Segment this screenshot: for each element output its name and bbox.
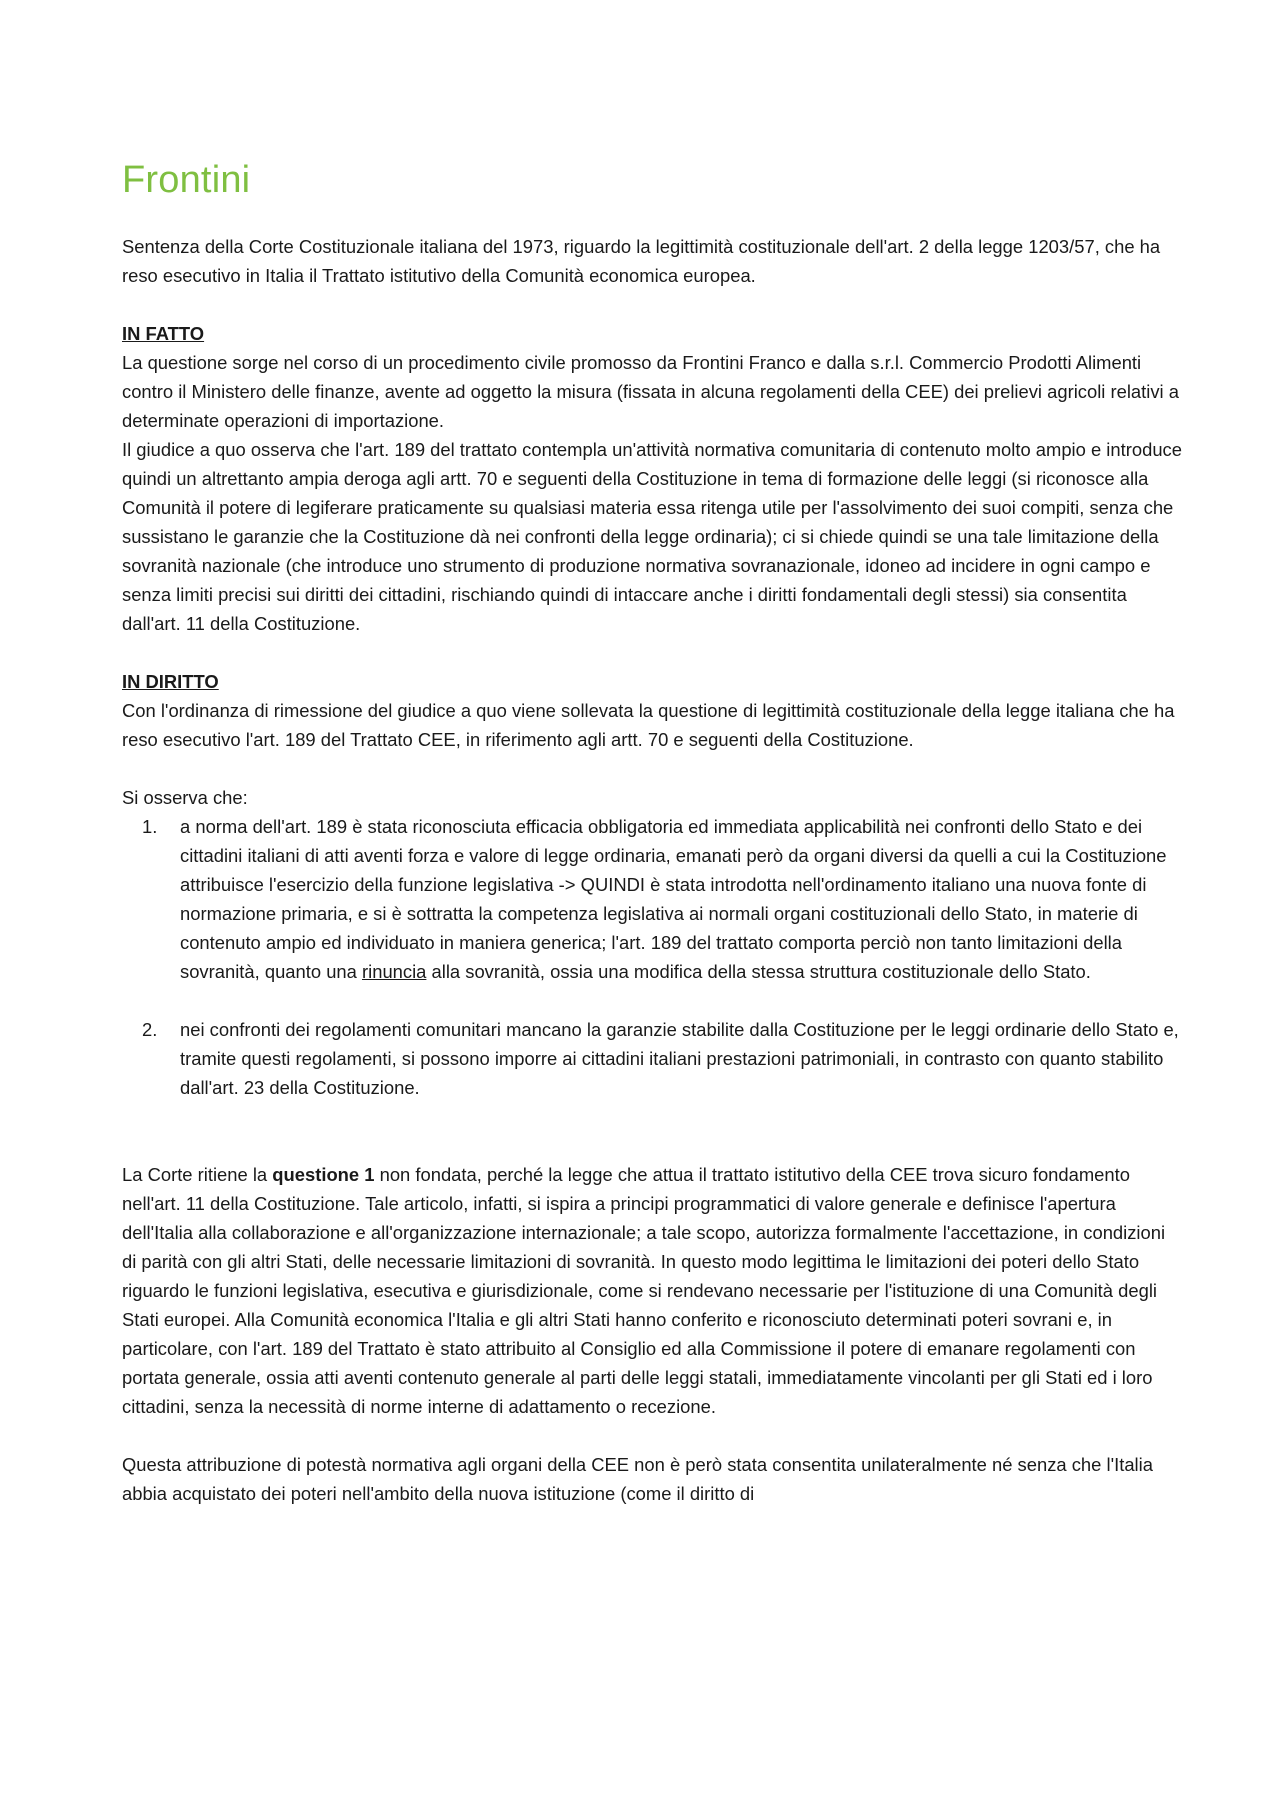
diritto-paragraph-1: Con l'ordinanza di rimessione del giudice a quo viene sollevata la questione di legittimità costituzionale della legge italiana che ha reso esecutivo l'art. 189 del Trattato CEE, in riferimento agli artt. 70 e seguenti della Costituzione. bbox=[122, 700, 1175, 750]
list-item-number: 2. bbox=[142, 1019, 158, 1040]
last-paragraph: Questa attribuzione di potestà normativa agli organi della CEE non è però stata consentita unilateralmente né senza che l'Italia abbia acquistato dei poteri nell'ambito della nuova istituzione (come il diritto di bbox=[122, 1454, 1153, 1504]
section-heading-diritto: IN DIRITTO bbox=[122, 671, 219, 692]
list-item-text: a norma dell'art. 189 è stata riconosciuta efficacia obbligatoria ed immediata applicabilità nei confronti dello Stato e dei cittadini italiani di atti aventi forza e valore di legge ordinaria, emanati però da organi diversi da quelli a cui la Costituzione attribuisce l'esercizio della funzione legislativa -> QUINDI è stata introdotta nell'ordinamento italiano una nuova fonte di normazione primaria, e si è sottratta la competenza legislativa ai normali organi costituzionali dello Stato, in materie di contenuto ampio ed individuato in maniera generica; l'art. 189 del trattato comporta perciò non tanto limitazioni della sovranità, quanto una bbox=[180, 816, 1167, 982]
underlined-word: rinuncia bbox=[362, 961, 427, 982]
section-heading-fatto: IN FATTO bbox=[122, 323, 205, 344]
page-title: Frontini bbox=[122, 159, 251, 201]
intro-paragraph: Sentenza della Corte Costituzionale italiana del 1973, riguardo la legittimità costituzionale dell'art. 2 della legge 1203/57, che ha reso esecutivo in Italia il Trattato istitutivo della Comunità economica europea. bbox=[122, 236, 1161, 286]
fatto-paragraph-2: Il giudice a quo osserva che l'art. 189 del trattato contempla un'attività normativa comunitaria di contenuto molto ampio e introduce quindi un altrettanto ampia deroga agli artt. 70 e seguenti della Costituzione in tema di formazione delle leggi (si riconosce alla Comunità il potere di legiferare praticamente su qualsiasi materia essa ritenga utile per l'assolvimento dei suoi compiti, senza che sussistano le garanzie che la Costituzione dà nei confronti della legge ordinaria); ci si chiede quindi se una tale limitazione della sovranità nazionale (che introduce uno strumento di produzione normativa sovranazionale, idoneo ad incidere in ogni campo e senza limiti precisi sui diritti dei cittadini, rischiando quindi di intaccare anche i diritti fondamentali degli stessi) sia consentita dall'art. 11 della Costituzione. bbox=[122, 439, 1182, 634]
list-item-number: 1. bbox=[142, 816, 158, 837]
fatto-paragraph-1: La questione sorge nel corso di un procedimento civile promosso da Frontini Franco e dalla s.r.l. Commercio Prodotti Alimenti contro il Ministero delle finanze, avente ad oggetto la misura (fissata in alcuna regolamenti della CEE) dei prelievi agricoli relativi a determinate operazioni di importazione. bbox=[122, 352, 1179, 431]
corte-rest: non fondata, perché la legge che attua il trattato istitutivo della CEE trova sicuro fondamento nell'art. 11 della Costituzione. Tale articolo, infatti, si ispira a principi programmatici di valore generale e definisce l'apertura dell'Italia alla collaborazione e all'organizzazione internazionale; a tale scopo, autorizza formalmente l'accettazione, in condizioni di parità con gli altri Stati, delle necessarie limitazioni di sovranità. In questo modo legittima le limitazioni dei poteri dello Stato riguardo le funzioni legislativa, esecutiva e giurisdizionale, come si rendevano necessarie per l'istituzione di una Comunità degli Stati europei. Alla Comunità economica l'Italia e gli altri Stati hanno conferito e riconosciuto determinati poteri sovrani e, in particolare, con l'art. 189 del Trattato è stato attribuito al Consiglio ed alla Commissione il potere di emanare regolamenti con portata generale, ossia atti aventi contenuto generale al parti delle leggi statali, immediatamente vincolanti per gli Stati ed i loro cittadini, senza la necessità di norme interne di adattamento o recezione. bbox=[122, 1164, 1166, 1417]
corte-prefix: La Corte ritiene la bbox=[122, 1164, 273, 1185]
list-item bbox=[122, 1015, 1182, 1102]
list-item-text: nei confronti dei regolamenti comunitari mancano la garanzie stabilite dalla Costituzione per le leggi ordinarie dello Stato e, tramite questi regolamenti, si possono imporre ai cittadini italiani prestazioni patrimoniali, in contrasto con quanto stabilito dall'art. 23 della Costituzione. bbox=[180, 1019, 1179, 1098]
corte-paragraph bbox=[122, 1160, 1182, 1421]
corte-bold-question: questione 1 bbox=[272, 1164, 375, 1185]
osserva-line: Si osserva che: bbox=[122, 787, 248, 808]
document-body bbox=[122, 232, 1182, 1508]
list-item bbox=[122, 812, 1182, 986]
numbered-list bbox=[122, 812, 1182, 1102]
list-item-text-end: alla sovranità, ossia una modifica della stessa struttura costituzionale dello Stato. bbox=[426, 961, 1091, 982]
